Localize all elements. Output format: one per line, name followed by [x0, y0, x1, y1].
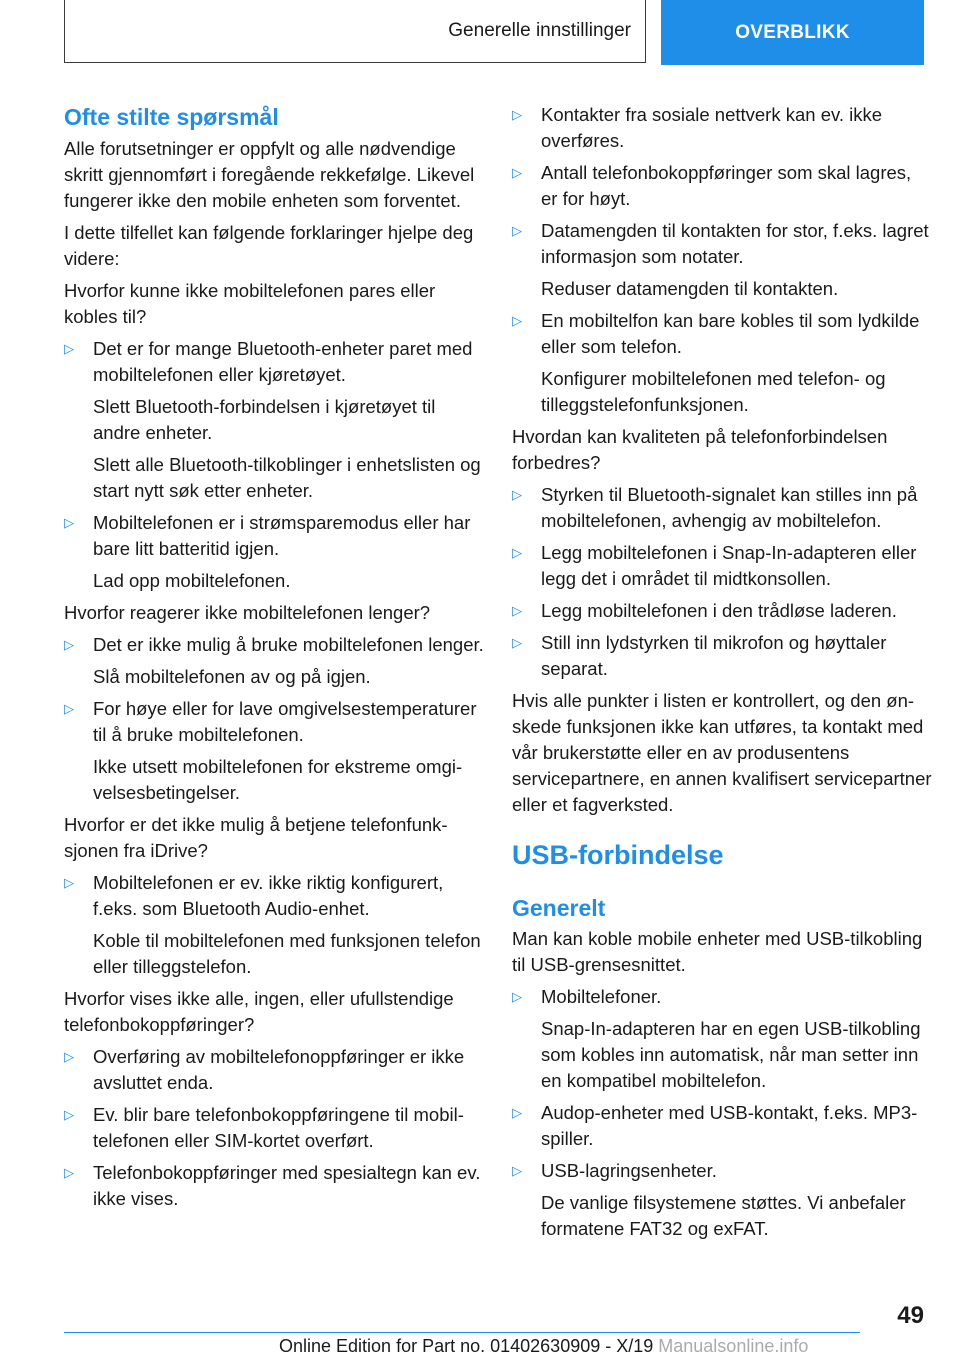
list-item-detail: Reduser datamengden til kontakten. — [541, 278, 839, 299]
list-item: ▷ Still inn lydstyrken til mikrofon og høyttaler separat. — [512, 632, 887, 679]
list-item-detail: Slå mobiltelefonen av og på igjen. — [93, 666, 371, 687]
list-item: ▷ Ev. blir bare telefonbokoppføringene til mobiltelefonen eller SIM-kortet overført. — [64, 1104, 464, 1151]
list-item: ▷ Legg mobiltelefonen i Snap-In-adapteren eller legg det i området til midtkonsollen. — [512, 542, 917, 589]
bullet-triangle-icon: ▷ — [512, 989, 522, 1004]
footer-watermark: Manualsonline.info — [653, 1336, 809, 1356]
bullet-triangle-icon: ▷ — [64, 341, 74, 356]
list-item-detail: Slett alle Bluetooth-tilkoblinger i enhetslisten og start nytt søk etter enheter. — [93, 454, 481, 501]
list-item: ▷ Kontakter fra sosiale nettverk kan ev. ikke overføres. — [512, 104, 883, 151]
page-number: 49 — [897, 1302, 924, 1329]
page-header — [64, 0, 924, 65]
bullet-triangle-icon: ▷ — [64, 701, 74, 716]
list-item: ▷ Audop-enheter med USB-kontakt, f.eks. MP3-spiller. — [512, 1102, 918, 1149]
section-tab-overview[interactable] — [661, 0, 924, 65]
bullet-triangle-icon: ▷ — [512, 545, 522, 560]
list-item: ▷ Det er ikke mulig å bruke mobiltelefonen lenger. — [64, 632, 484, 658]
bullet-triangle-icon: ▷ — [64, 637, 74, 652]
bullet-triangle-icon: ▷ — [512, 165, 522, 180]
list-item: ▷ Styrken til Bluetooth-signalet kan stilles inn på mobiltelefonen, avhengig av mobiltelefon. — [512, 484, 918, 531]
list-item-detail: Koble til mobiltelefonen med funksjonen telefon eller tilleggstelefon. — [93, 930, 481, 977]
question: Hvorfor vises ikke alle, ingen, eller ufullstendige telefonbokoppføringer? — [64, 988, 454, 1035]
list-item: ▷ En mobiltelfon kan bare kobles til som lydkilde eller som telefon. — [512, 310, 920, 357]
list-item-detail: Snap-In-adapteren har en egen USB-tilkobling som kobles inn automatisk, når man setter inn en kompatibel mobiltelefon. — [541, 1018, 921, 1091]
list-item-detail: Ikke utsett mobiltelefonen for ekstreme omgivelsesbetingelser. — [93, 756, 463, 803]
bullet-triangle-icon: ▷ — [512, 1163, 522, 1178]
bullet-triangle-icon: ▷ — [64, 1165, 74, 1180]
list-item: ▷ Det er for mange Bluetooth-enheter paret med mobiltelefonen eller kjøretøyet. — [64, 338, 473, 385]
footer-divider — [64, 1332, 860, 1333]
list-item: ▷ Telefonbokoppføringer med spesialtegn kan ev. ikke vises. — [64, 1162, 481, 1209]
footer-edition — [279, 1336, 808, 1357]
bullet-triangle-icon: ▷ — [512, 603, 522, 618]
list-item-detail: Slett Bluetooth-forbindelsen i kjøretøyet til andre enheter. — [93, 396, 436, 443]
bullet-triangle-icon: ▷ — [64, 875, 74, 890]
list-item-detail: Lad opp mobiltelefonen. — [93, 570, 291, 591]
general-subheading: Generelt — [512, 895, 606, 921]
question: Hvorfor reagerer ikke mobiltelefonen lenger? — [64, 602, 431, 623]
bullet-triangle-icon: ▷ — [64, 1107, 74, 1122]
bullet-triangle-icon: ▷ — [512, 487, 522, 502]
bullet-triangle-icon: ▷ — [64, 1049, 74, 1064]
list-item: ▷ Datamengden til kontakten for stor, f.eks. lagret informasjon som notater. — [512, 220, 929, 267]
paragraph: Alle forutsetninger er oppfylt og alle nødvendige skritt gjennomført i foregående rekkefølge. Likevel fungerer ikke den mobile enheten som forventet. — [64, 138, 475, 211]
paragraph: Man kan koble mobile enheter med USB-tilkobling til USB-grensesnittet. — [512, 928, 923, 975]
paragraph: Hvis alle punkter i listen er kontrollert, og den ønskede funksjonen ikke kan utføres, ta kontakt med vår brukerstøtte eller en av produsentens servicepartnere, en annen kvalifisert servicepartner eller et fagverksted. — [512, 690, 932, 815]
list-item: ▷ Legg mobiltelefonen i den trådløse laderen. — [512, 598, 932, 624]
list-item: ▷ USB-lagringsenheter. — [512, 1158, 932, 1184]
left-column — [64, 102, 484, 1218]
footer-edition-text: Online Edition for Part no. 01402630909 - X/19 — [279, 1336, 654, 1356]
bullet-triangle-icon: ▷ — [512, 107, 522, 122]
question: Hvorfor kunne ikke mobiltelefonen pares eller kobles til? — [64, 280, 436, 327]
list-item: ▷ Mobiltelefonen er ev. ikke riktig konfigurert, f.eks. som Bluetooth Audio-enhet. — [64, 872, 444, 919]
section-tab-label: Generelle innstillinger — [448, 20, 631, 41]
right-column — [512, 102, 932, 1248]
list-item-detail: De vanlige filsystemene støttes. Vi anbefaler formatene FAT32 og exFAT. — [541, 1192, 906, 1239]
section-tab-general-settings[interactable] — [64, 0, 646, 63]
bullet-triangle-icon: ▷ — [512, 635, 522, 650]
list-item: ▷ Antall telefonbokoppføringer som skal lagres, er for høyt. — [512, 162, 912, 209]
bullet-triangle-icon: ▷ — [64, 515, 74, 530]
faq-heading: Ofte stilte spørsmål — [64, 104, 279, 130]
usb-section-heading: USB-forbindelse — [512, 840, 724, 870]
bullet-triangle-icon: ▷ — [512, 223, 522, 238]
bullet-triangle-icon: ▷ — [512, 1105, 522, 1120]
bullet-triangle-icon: ▷ — [512, 313, 522, 328]
question: Hvorfor er det ikke mulig å betjene telefonfunksjonen fra iDrive? — [64, 814, 448, 861]
list-item: ▷ Mobiltelefonen er i strømsparemodus eller har bare litt batteritid igjen. — [64, 512, 471, 559]
list-item: ▷ Overføring av mobiltelefonoppføringer er ikke avsluttet enda. — [64, 1046, 465, 1093]
list-item: ▷ Mobiltelefoner. — [512, 984, 932, 1010]
paragraph: I dette tilfellet kan følgende forklaringer hjelpe deg videre: — [64, 222, 474, 269]
question: Hvordan kan kvaliteten på telefonforbindelsen forbedres? — [512, 426, 888, 473]
list-item-detail: Konfigurer mobiltelefonen med telefon- og tilleggstelefonfunksjonen. — [541, 368, 886, 415]
section-tab-label: OVERBLIKK — [735, 21, 850, 43]
list-item: ▷ For høye eller for lave omgivelsestemperaturer til å bruke mobiltelefonen. — [64, 698, 477, 745]
